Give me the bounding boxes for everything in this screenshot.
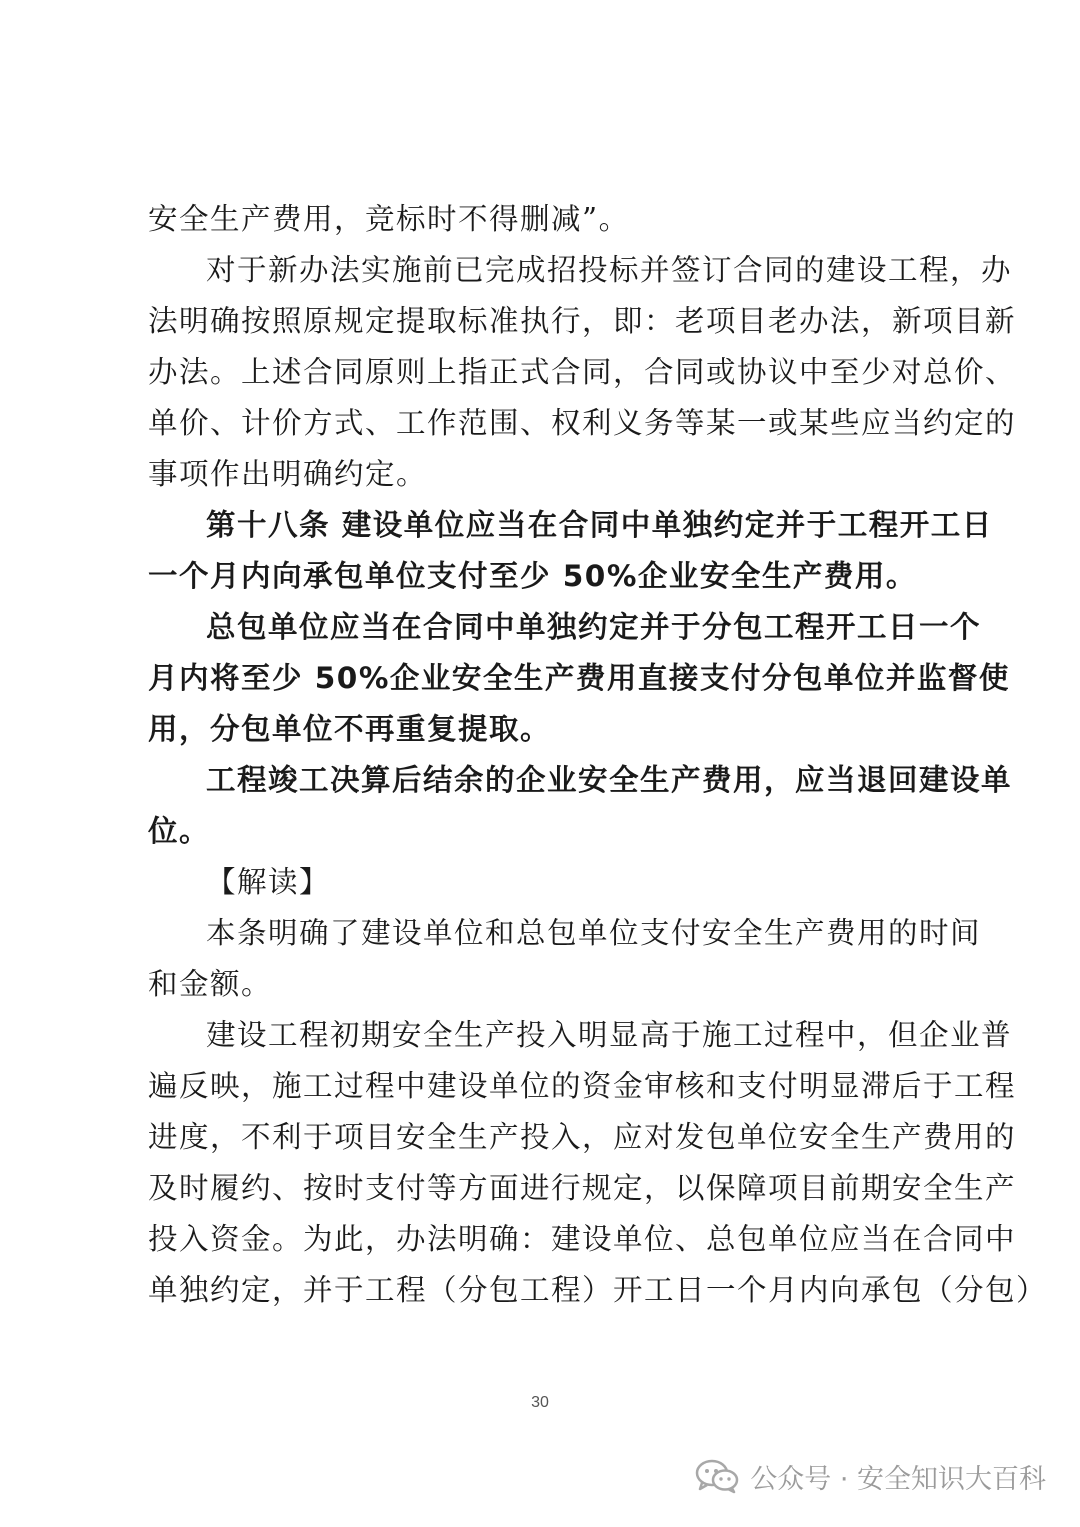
text-line: 用，分包单位不再重复提取。: [148, 712, 552, 746]
text-line: 本条明确了建设单位和总包单位支付安全生产费用的时间: [206, 916, 982, 950]
text-line: 投入资金。为此，办法明确：建设单位、总包单位应当在合同中: [148, 1222, 1017, 1256]
wechat-watermark: [694, 1456, 1046, 1496]
text-line: 月内将至少 50%企业安全生产费用直接支付分包单位并监督使: [148, 661, 1010, 695]
text-line: 遍反映，施工过程中建设单位的资金审核和支付明显滞后于工程: [148, 1069, 1017, 1103]
text-line: 安全生产费用，竞标时不得删减”。: [148, 202, 630, 236]
text-line: 和金额。: [148, 967, 273, 1001]
text-line: 法明确按照原规定提取标准执行，即：老项目老办法，新项目新: [148, 304, 1017, 338]
text-line: 建设工程初期安全生产投入明显高于施工过程中，但企业普: [206, 1018, 1013, 1052]
text-line: 对于新办法实施前已完成招投标并签订合同的建设工程，办: [206, 253, 1013, 287]
article-heading-line: 第十八条 建设单位应当在合同中单独约定并于工程开工日: [206, 508, 993, 542]
text-line: 位。: [148, 814, 211, 848]
text-line: 办法。上述合同原则上指正式合同，合同或协议中至少对总价、: [148, 355, 1017, 389]
text-line: 工程竣工决算后结余的企业安全生产费用，应当退回建设单: [206, 763, 1013, 797]
interpretation-heading: 【解读】: [206, 865, 331, 899]
text-line: 事项作出明确约定。: [148, 457, 428, 491]
text-line: 一个月内向承包单位支付至少 50%企业安全生产费用。: [148, 559, 917, 593]
text-line: 总包单位应当在合同中单独约定并于分包工程开工日一个: [206, 610, 982, 644]
text-line: 及时履约、按时支付等方面进行规定，以保障项目前期安全生产: [148, 1171, 1017, 1205]
page-number: 30: [531, 1394, 549, 1411]
document-body: [148, 194, 1048, 1316]
watermark-text: 公众号 · 安全知识大百科: [750, 1463, 1046, 1495]
wechat-icon: [694, 1458, 740, 1494]
text-line: 单价、计价方式、工作范围、权利义务等某一或某些应当约定的: [148, 406, 1017, 440]
text-line: 单独约定，并于工程（分包工程）开工日一个月内向承包（分包）: [148, 1273, 1048, 1307]
text-line: 进度，不利于项目安全生产投入，应对发包单位安全生产费用的: [148, 1120, 1017, 1154]
